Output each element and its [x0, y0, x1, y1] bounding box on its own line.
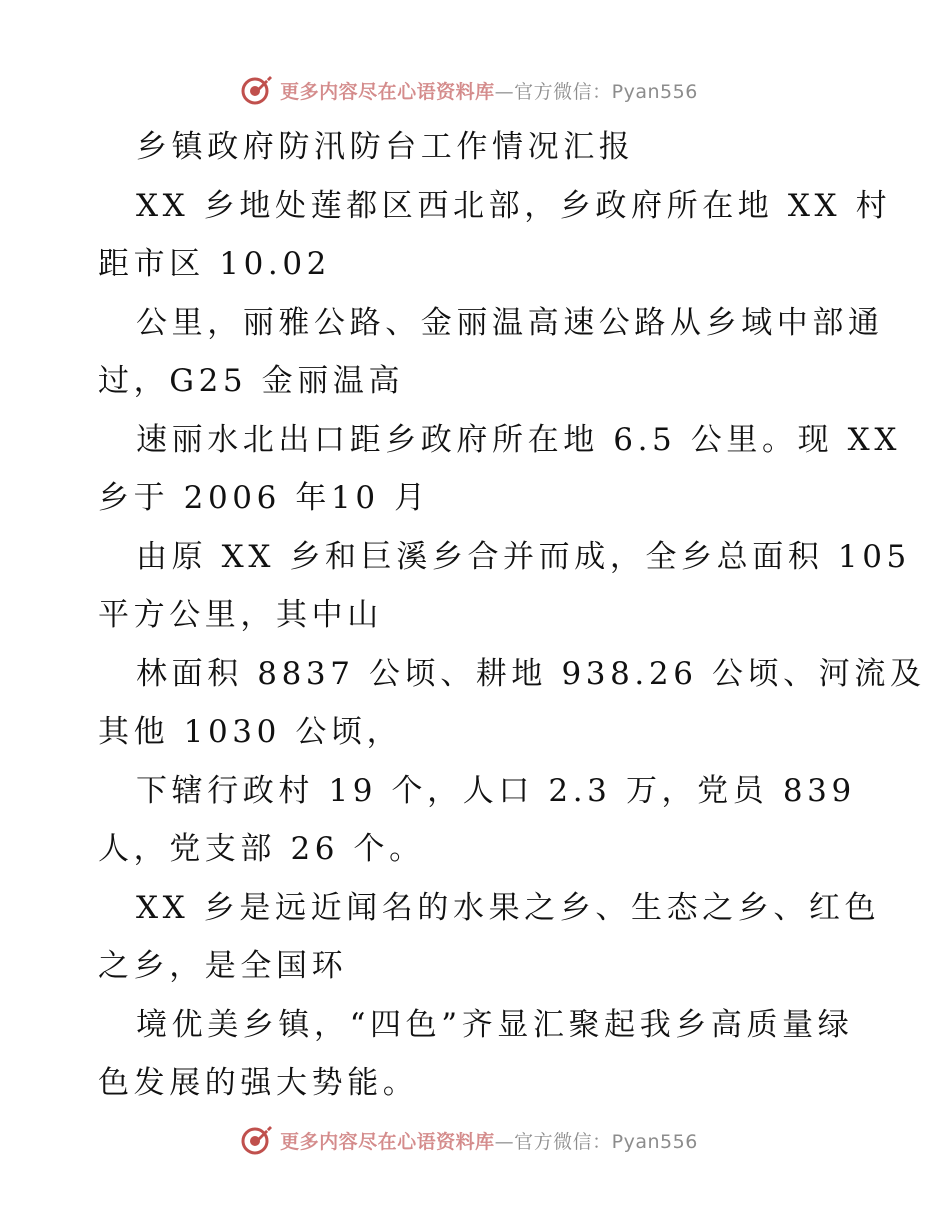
- doc-line: 林面积 8837 公顷、耕地 938.26 公顷、河流及: [136, 655, 926, 692]
- quill-seal-icon: [240, 1123, 274, 1157]
- doc-line: 平方公里，其中山: [98, 597, 383, 633]
- doc-line: 乡于 2006 年10 月: [98, 480, 430, 516]
- doc-line: 公里，丽雅公路、金丽温高速公路从乡域中部通: [136, 304, 884, 341]
- doc-line: 下辖行政村 19 个，人口 2.3 万，党员 839: [136, 772, 856, 809]
- doc-line: 由原 XX 乡和巨溪乡合并而成，全乡总面积 105: [136, 538, 911, 575]
- header-watermark: [0, 70, 950, 110]
- document-body: [98, 118, 926, 1113]
- doc-line: 过，G25 金丽温高: [98, 363, 405, 399]
- watermark-group: [240, 1123, 698, 1157]
- watermark-wechat-text: 官方微信：Pyan556: [514, 1130, 698, 1153]
- doc-line: 色发展的强大势能。: [98, 1065, 419, 1101]
- watermark-group: [240, 73, 698, 107]
- watermark-wechat-text: 官方微信：Pyan556: [514, 80, 698, 103]
- doc-line: 境优美乡镇，“四色”齐显汇聚起我乡高质量绿: [136, 1006, 854, 1043]
- watermark-dash: —: [494, 1130, 515, 1153]
- watermark-dash: —: [494, 80, 515, 103]
- quill-seal-icon: [240, 73, 274, 107]
- doc-line: 速丽水北出口距乡政府所在地 6.5 公里。现 XX: [136, 421, 901, 458]
- doc-line: 人，党支部 26 个。: [98, 831, 425, 867]
- watermark-text: [280, 77, 698, 104]
- doc-line: 其他 1030 公顷，: [98, 714, 403, 750]
- watermark-main-text: 更多内容尽在心语资料库: [280, 80, 495, 103]
- footer-watermark: [0, 1120, 950, 1160]
- watermark-text: [280, 1127, 698, 1154]
- doc-line: XX 乡地处莲都区西北部，乡政府所在地 XX 村: [136, 187, 892, 224]
- doc-title: 乡镇政府防汛防台工作情况汇报: [136, 129, 635, 165]
- doc-line: XX 乡是远近闻名的水果之乡、生态之乡、红色: [136, 889, 881, 926]
- doc-line: 距市区 10.02: [98, 246, 332, 282]
- watermark-main-text: 更多内容尽在心语资料库: [280, 1130, 495, 1153]
- doc-line: 之乡，是全国环: [98, 948, 348, 984]
